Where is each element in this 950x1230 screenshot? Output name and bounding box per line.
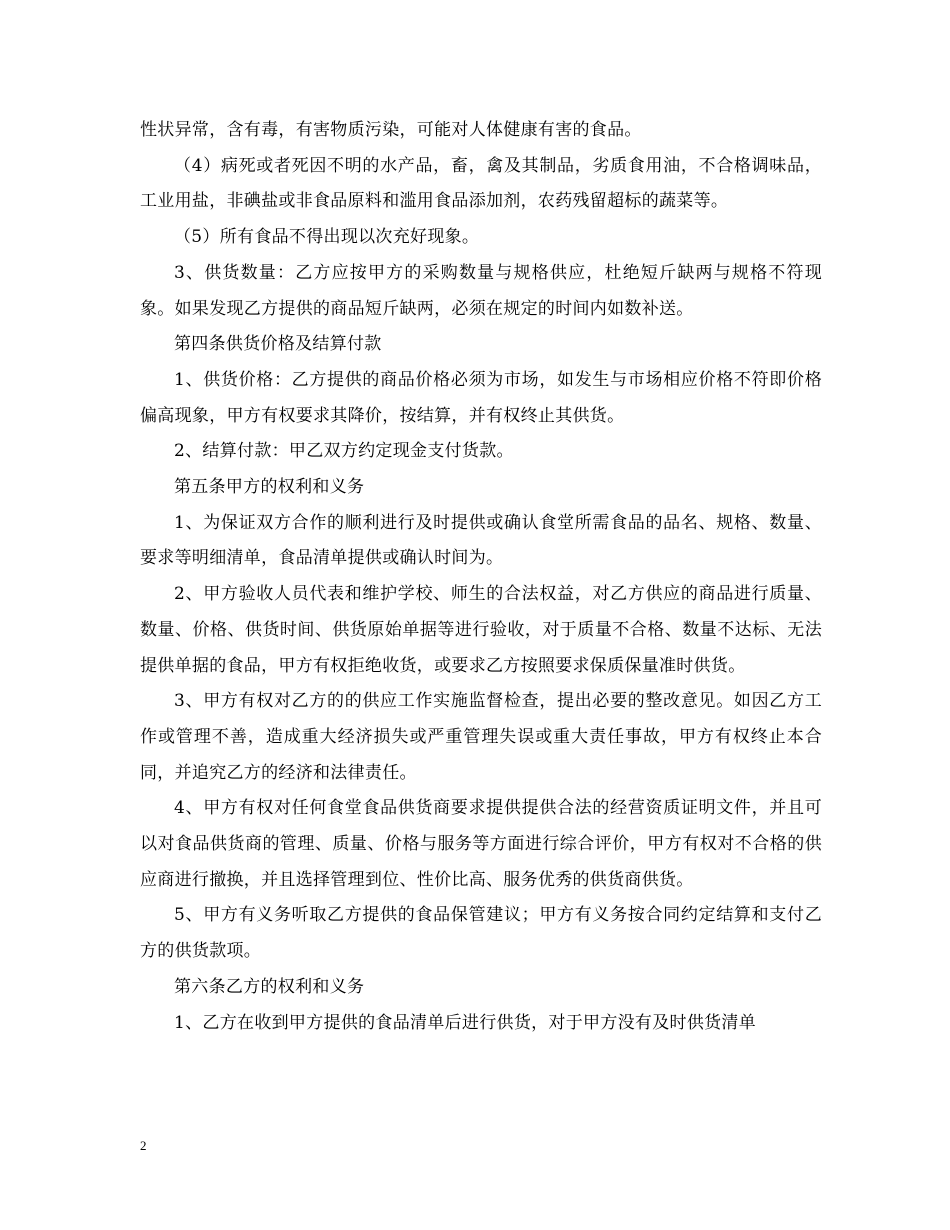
section-heading-4: 第四条供货价格及结算付款 xyxy=(174,334,382,355)
paragraph-4: 3、供货数量：乙方应按甲方的采购数量与规格供应，杜绝短斤缺两与规格不符现象。如果发现乙方提供的商品短斤缺两，必须在规定的时间内如数补送。 xyxy=(140,262,822,319)
paragraph-13: 5、甲方有义务听取乙方提供的食品保管建议；甲方有义务按合同约定结算和支付乙方的供货款项。 xyxy=(140,905,822,962)
paragraph-10: 2、甲方验收人员代表和维护学校、师生的合法权益，对乙方供应的商品进行质量、数量、价格、供货时间、供货原始单据等进行验收，对于质量不合格、数量不达标、无法提供单据的食品，甲方有权拒绝收货，或要求乙方按照要求保质保量准时供货。 xyxy=(140,584,822,676)
paragraph-1: 性状异常，含有毒，有害物质污染，可能对人体健康有害的食品。 xyxy=(140,120,642,140)
document-body xyxy=(140,113,822,1041)
paragraph-11: 3、甲方有权对乙方的的供应工作实施监督检查，提出必要的整改意见。如因乙方工作或管理不善，造成重大经济损失或严重管理失误或重大责任事故，甲方有权终止本合同，并追究乙方的经济和法律责任。 xyxy=(140,691,822,783)
section-heading-6: 第六条乙方的权利和义务 xyxy=(174,976,365,997)
paragraph-2: （4）病死或者死因不明的水产品，畜，禽及其制品，劣质食用油，不合格调味品，工业用盐，非碘盐或非食品原料和滥用食品添加剂，农药残留超标的蔬菜等。 xyxy=(140,155,822,212)
paragraph-7: 2、结算付款：甲乙双方约定现金支付货款。 xyxy=(174,441,514,462)
paragraph-15: 1、乙方在收到甲方提供的食品清单后进行供货，对于甲方没有及时供货清单 xyxy=(174,1012,757,1033)
page-number: 2 xyxy=(140,1138,147,1153)
paragraph-6: 1、供货价格：乙方提供的商品价格必须为市场，如发生与市场相应价格不符即价格偏高现象，甲方有权要求其降价，按结算，并有权终止其供货。 xyxy=(140,369,822,426)
paragraph-12: 4、甲方有权对任何食堂食品供货商要求提供提供合法的经营资质证明文件，并且可以对食品供货商的管理、质量、价格与服务等方面进行综合评价，甲方有权对不合格的供应商进行撤换，并且选择管理到位、性价比高、服务优秀的供货商供货。 xyxy=(140,798,822,890)
section-heading-5: 第五条甲方的权利和义务 xyxy=(174,477,365,498)
paragraph-3: （5）所有食品不得出现以次充好现象。 xyxy=(174,227,480,248)
paragraph-9: 1、为保证双方合作的顺利进行及时提供或确认食堂所需食品的品名、规格、数量、要求等明细清单，食品清单提供或确认时间为。 xyxy=(140,512,822,569)
